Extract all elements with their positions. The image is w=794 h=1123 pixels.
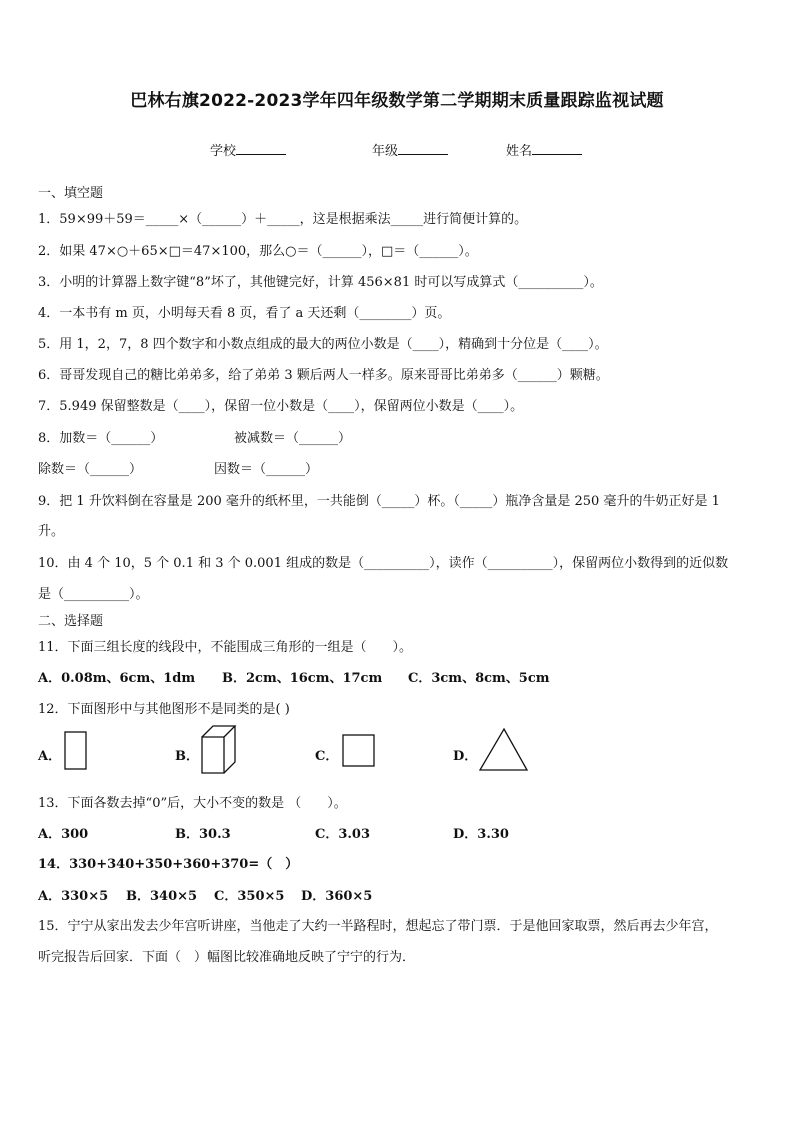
question-14: 14．330+340+350+360+370=（ ） (38, 857, 299, 872)
question-13-option-c[interactable]: C．3.03 (315, 827, 371, 842)
name-label: 姓名 (506, 144, 533, 159)
question-9-line-2: 升。 (38, 524, 65, 539)
name-blank[interactable] (532, 142, 582, 155)
question-10-line-2: 是（__________）。 (38, 587, 149, 602)
name-field (506, 140, 582, 159)
question-7: 7．5.949 保留整数是（____），保留一位小数是（____），保留两位小数是（____）。 (38, 399, 524, 414)
question-12-option-d[interactable]: D． (453, 749, 478, 764)
question-11-option-b[interactable]: B．2cm、16cm、17cm (222, 671, 383, 686)
question-14-option-d[interactable]: D．360×5 (301, 889, 373, 904)
square-shape (342, 734, 376, 768)
triangle-shape (479, 728, 529, 772)
question-14-option-a[interactable]: A．330×5 (38, 889, 109, 904)
question-9-line-1: 9．把 1 升饮料倒在容量是 200 毫升的纸杯里，一共能倒（_____）杯。（_____）瓶净含量是 250 毫升的牛奶正好是 1 (38, 494, 720, 509)
rectangle-shape (64, 731, 88, 771)
question-13-option-b[interactable]: B．30.3 (175, 827, 231, 842)
question-12: 12．下面图形中与其他图形不是同类的是( ) (38, 702, 290, 717)
section-multiple-choice: 二、选择题 (38, 614, 104, 629)
school-blank[interactable] (236, 142, 286, 155)
question-13-option-a[interactable]: A．300 (38, 827, 89, 842)
question-8-addend: 8．加数＝（______） (38, 431, 164, 446)
cuboid-shape (201, 725, 237, 775)
question-14-option-c[interactable]: C．350×5 (214, 889, 285, 904)
question-13: 13．下面各数去掉“0”后，大小不变的数是 （ ）。 (38, 796, 347, 811)
question-2: 2．如果 47×○＋65×□＝47×100，那么○＝（______），□＝（______）。 (38, 244, 478, 259)
question-3: 3．小明的计算器上数字键“8”坏了，其他键完好，计算 456×81 时可以写成算式（__________）。 (38, 275, 603, 290)
question-8-factor: 因数＝（______） (214, 462, 319, 477)
question-8-minuend: 被减数＝（______） (234, 431, 352, 446)
question-15-line-2: 听完报告后回家．下面（ ）幅图比较准确地反映了宁宁的行为． (38, 950, 416, 965)
grade-field (372, 140, 448, 159)
question-15-line-1: 15．宁宁从家出发去少年宫听讲座，当他走了大约一半路程时，想起忘了带门票．于是他回家取票，然后再去少年宫， (38, 919, 718, 934)
school-field (210, 140, 286, 159)
page-title: 巴林右旗2022-2023学年四年级数学第二学期期末质量跟踪监视试题 (130, 91, 664, 111)
school-label: 学校 (210, 144, 237, 159)
question-11-option-c[interactable]: C．3cm、8cm、5cm (408, 671, 550, 686)
question-14-option-b[interactable]: B．340×5 (126, 889, 198, 904)
question-12-option-a[interactable]: A． (38, 749, 62, 764)
question-11: 11．下面三组长度的线段中，不能围成三角形的一组是（ ）。 (38, 640, 413, 655)
question-4: 4．一本书有 m 页，小明每天看 8 页，看了 a 天还剩（________）页。 (38, 306, 451, 321)
question-1: 1．59×99＋59＝_____×（______）＋_____，这是根据乘法_____进行简便计算的。 (38, 212, 528, 227)
question-12-option-b[interactable]: B． (175, 749, 199, 764)
question-13-option-d[interactable]: D．3.30 (453, 827, 509, 842)
question-10-line-1: 10．由 4 个 10，5 个 0.1 和 3 个 0.001 组成的数是（__________），读作（__________），保留两位小数得到的近似数 (38, 556, 729, 571)
question-11-option-a[interactable]: A．0.08m、6cm、1dm (38, 671, 196, 686)
section-fill-in: 一、填空题 (38, 186, 104, 201)
question-5: 5．用 1，2，7，8 四个数字和小数点组成的最大的两位小数是（____），精确到十分位是（____）。 (38, 337, 608, 352)
question-12-option-c[interactable]: C． (315, 749, 339, 764)
question-8-divisor: 除数＝（______） (38, 462, 143, 477)
grade-label: 年级 (372, 144, 399, 159)
grade-blank[interactable] (398, 142, 448, 155)
question-6: 6．哥哥发现自己的糖比弟弟多，给了弟弟 3 颗后两人一样多。原来哥哥比弟弟多（______）颗糖。 (38, 368, 609, 383)
